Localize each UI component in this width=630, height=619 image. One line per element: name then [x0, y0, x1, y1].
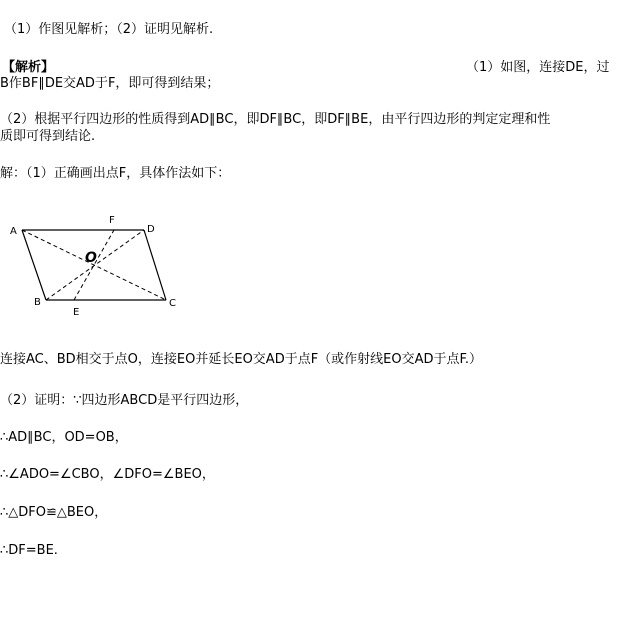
label-c: C — [169, 298, 176, 309]
label-e: E — [73, 307, 80, 318]
label-o: O — [85, 250, 97, 266]
side-dc — [144, 230, 166, 300]
proof-line-3: ∴∠ADO=∠CBO，∠DFO=∠BEO， — [0, 467, 215, 482]
analysis-step1-cont: B作BF∥DE交AD于F，即可得到结果； — [0, 76, 220, 91]
side-ba — [22, 230, 46, 300]
label-d: D — [147, 224, 155, 235]
construction-description: 连接AC、BD相交于点O，连接EO并延长EO交AD于点F（或作射线EO交AD于点F.） — [0, 352, 483, 367]
proof-line-5: ∴DF=BE. — [0, 543, 58, 558]
label-a: A — [10, 226, 17, 237]
label-b: B — [34, 297, 41, 308]
solution-intro: 解：（1）正确画出点F，具体作法如下： — [0, 166, 231, 181]
proof-line-1: （2）证明：∵四边形ABCD是平行四边形， — [0, 393, 249, 408]
label-f: F — [109, 215, 115, 226]
analysis-heading: 【解析】 — [2, 60, 55, 75]
analysis-step2-line1: （2）根据平行四边形的性质得到AD∥BC，即DF∥BC，即DF∥BE，由平行四边形的判定定理和性 — [0, 112, 551, 127]
proof-line-4: ∴△DFO≌△BEO， — [0, 505, 108, 520]
answer-line: （1）作图见解析；（2）证明见解析. — [4, 22, 214, 37]
proof-line-2: ∴AD∥BC，OD=OB， — [0, 430, 128, 445]
analysis-step1-start: （1）如图，连接DE，过 — [466, 60, 610, 75]
analysis-step2-line2: 质即可得到结论. — [0, 129, 96, 144]
